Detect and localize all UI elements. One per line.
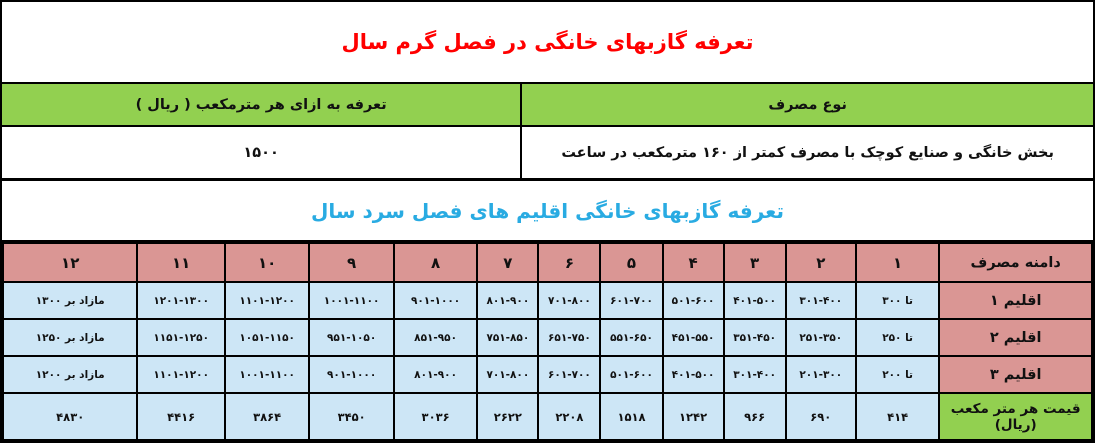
climate-3-range-6: ۶۰۱-۷۰۰: [538, 356, 600, 393]
climate-2-range-4: ۴۵۱-۵۵۰: [663, 319, 724, 356]
climate-1-range-10: ۱۱۰۱-۱۲۰۰: [225, 282, 309, 319]
climate-2-range-8: ۸۵۱-۹۵۰: [394, 319, 477, 356]
climate-2-range-10: ۱۰۵۱-۱۱۵۰: [225, 319, 309, 356]
climate-3-range-8: ۸۰۱-۹۰۰: [394, 356, 477, 393]
climate-1-range-6: ۷۰۱-۸۰۰: [538, 282, 600, 319]
tier-header-5: ۵: [600, 243, 662, 282]
climate-3-range-11: ۱۱۰۱-۱۲۰۰: [137, 356, 225, 393]
tier-header-row: [3, 243, 1092, 282]
climate-3-range-4: ۴۰۱-۵۰۰: [663, 356, 724, 393]
warm-season-title: تعرفه گازبهای خانگی در فصل گرم سال: [341, 29, 754, 54]
climate-3-range-3: ۳۰۱-۴۰۰: [724, 356, 786, 393]
climate-3-range-1: تا ۲۰۰: [856, 356, 939, 393]
tier-header-1: ۱: [856, 243, 939, 282]
climate-1-range-11: ۱۲۰۱-۱۳۰۰: [137, 282, 225, 319]
climate-1-range-1: تا ۳۰۰: [856, 282, 939, 319]
price-8: ۳۰۳۶: [394, 393, 477, 440]
tier-header-4: ۴: [663, 243, 724, 282]
price-4: ۱۲۴۲: [663, 393, 724, 440]
climate-1-range-2: ۳۰۱-۴۰۰: [786, 282, 856, 319]
warm-season-header-row: [2, 84, 1093, 128]
climate-1-row: [3, 282, 1092, 319]
price-7: ۲۶۲۲: [477, 393, 538, 440]
price-10: ۳۸۶۴: [225, 393, 309, 440]
price-1: ۴۱۴: [856, 393, 939, 440]
climate-2-range-9: ۹۵۱-۱۰۵۰: [309, 319, 393, 356]
tier-header-8: ۸: [394, 243, 477, 282]
price-5: ۱۵۱۸: [600, 393, 662, 440]
tier-header-2: ۲: [786, 243, 856, 282]
climate-1-range-7: ۸۰۱-۹۰۰: [477, 282, 538, 319]
climate-3-label: اقلیم ۳: [939, 356, 1092, 393]
climate-2-range-5: ۵۵۱-۶۵۰: [600, 319, 662, 356]
climate-3-range-12: مازاد بر ۱۲۰۰: [3, 356, 137, 393]
climate-1-range-9: ۱۰۰۱-۱۱۰۰: [309, 282, 393, 319]
price-row: [3, 393, 1092, 440]
consumption-range-header: دامنه مصرف: [939, 243, 1092, 282]
climate-1-range-4: ۵۰۱-۶۰۰: [663, 282, 724, 319]
tier-header-9: ۹: [309, 243, 393, 282]
climate-3-range-2: ۲۰۱-۳۰۰: [786, 356, 856, 393]
warm-season-data-row: [2, 127, 1093, 181]
climate-2-range-3: ۳۵۱-۴۵۰: [724, 319, 786, 356]
climate-2-range-6: ۶۵۱-۷۵۰: [538, 319, 600, 356]
price-12: ۴۸۳۰: [3, 393, 137, 440]
price-11: ۴۴۱۶: [137, 393, 225, 440]
climate-3-range-7: ۷۰۱-۸۰۰: [477, 356, 538, 393]
tier-header-7: ۷: [477, 243, 538, 282]
tier-header-12: ۱۲: [3, 243, 137, 282]
climate-2-row: [3, 319, 1092, 356]
climate-2-range-1: تا ۲۵۰: [856, 319, 939, 356]
climate-1-label: اقلیم ۱: [939, 282, 1092, 319]
climate-2-range-7: ۷۵۱-۸۵۰: [477, 319, 538, 356]
cold-season-table: [2, 242, 1093, 441]
price-row-label: قیمت هر متر مکعب (ریال): [939, 393, 1092, 440]
price-6: ۲۲۰۸: [538, 393, 600, 440]
price-3: ۹۶۶: [724, 393, 786, 440]
tariff-header: تعرفه به ازای هر مترمکعب ( ریال ): [2, 84, 520, 126]
tier-header-11: ۱۱: [137, 243, 225, 282]
cold-season-title-bar: [2, 181, 1093, 242]
usage-type-header: نوع مصرف: [520, 84, 1093, 126]
climate-3-range-9: ۹۰۱-۱۰۰۰: [309, 356, 393, 393]
tariff-value: ۱۵۰۰: [2, 127, 520, 178]
price-2: ۶۹۰: [786, 393, 856, 440]
tier-header-10: ۱۰: [225, 243, 309, 282]
climate-3-row: [3, 356, 1092, 393]
climate-2-range-2: ۲۵۱-۳۵۰: [786, 319, 856, 356]
climate-1-range-5: ۶۰۱-۷۰۰: [600, 282, 662, 319]
cold-season-title: تعرفه گازبهای خانگی اقلیم های فصل سرد سال: [311, 198, 784, 223]
tier-header-6: ۶: [538, 243, 600, 282]
climate-2-range-12: مازاد بر ۱۲۵۰: [3, 319, 137, 356]
usage-type-value: بخش خانگی و صنایع کوچک با مصرف کمتر از ۱۶۰ مترمکعب در ساعت: [520, 127, 1093, 178]
climate-1-range-12: مازاد بر ۱۳۰۰: [3, 282, 137, 319]
climate-3-range-10: ۱۰۰۱-۱۱۰۰: [225, 356, 309, 393]
climate-1-range-3: ۴۰۱-۵۰۰: [724, 282, 786, 319]
tier-header-3: ۳: [724, 243, 786, 282]
price-9: ۳۴۵۰: [309, 393, 393, 440]
climate-1-range-8: ۹۰۱-۱۰۰۰: [394, 282, 477, 319]
climate-3-range-5: ۵۰۱-۶۰۰: [600, 356, 662, 393]
climate-2-range-11: ۱۱۵۱-۱۲۵۰: [137, 319, 225, 356]
warm-season-title-bar: [2, 2, 1093, 84]
climate-2-label: اقلیم ۲: [939, 319, 1092, 356]
